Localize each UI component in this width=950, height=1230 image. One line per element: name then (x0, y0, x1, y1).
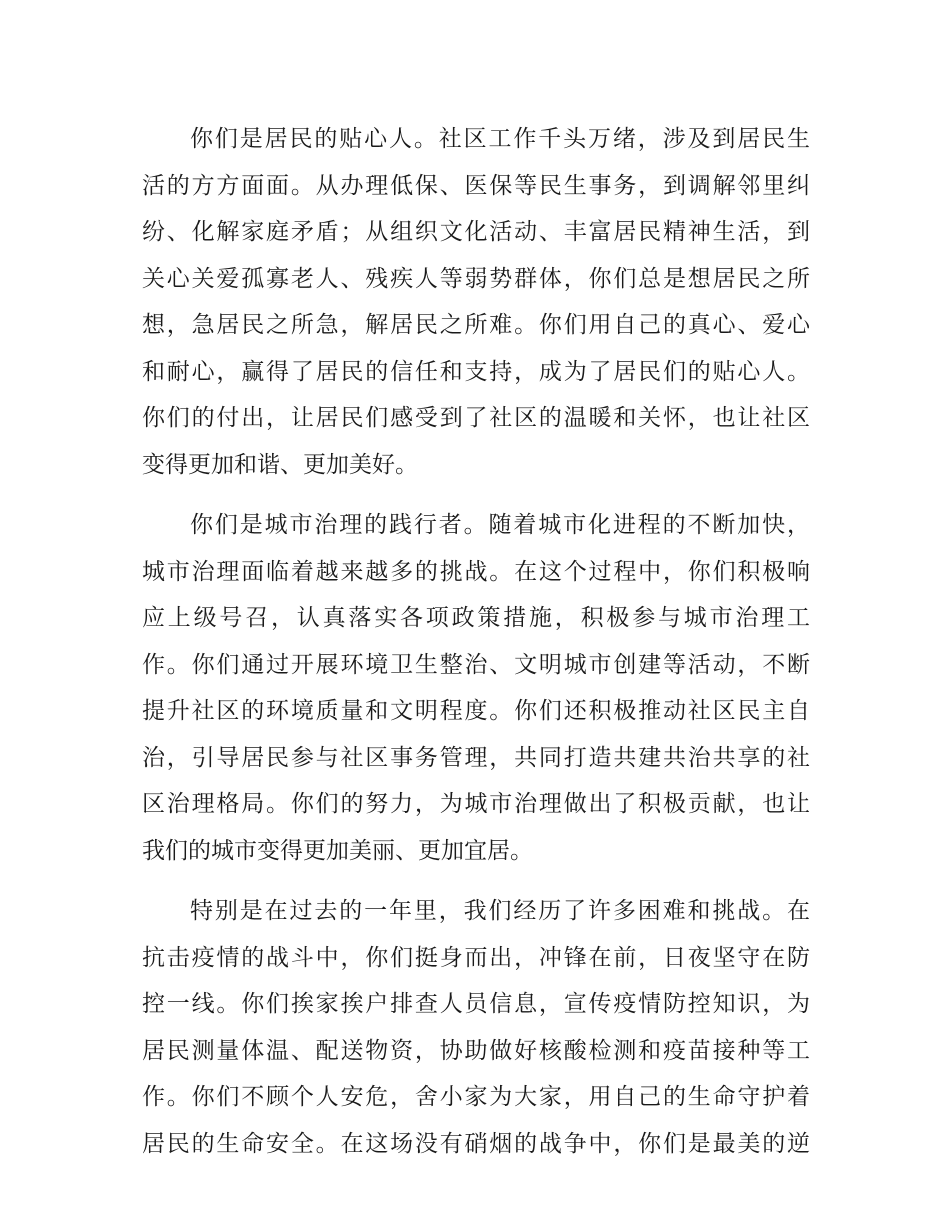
text-line: 控一线。你们挨家挨户排查人员信息，宣传疫情防控知识，为 (142, 991, 810, 1017)
text-line: 居民测量体温、配送物资，协助做好核酸检测和疫苗接种等工 (142, 1037, 810, 1064)
text-line: 你们是城市治理的践行者。随着城市化进程的不断加快， (190, 512, 810, 538)
paragraph-pandemic-fight (142, 888, 810, 1167)
document-body (142, 116, 810, 1181)
text-line: 治，引导居民参与社区事务管理，共同打造共建共治共享的社 (142, 744, 810, 771)
text-line: 和耐心，赢得了居民的信任和支持，成为了居民们的贴心人。 (142, 358, 810, 385)
text-line: 作。你们通过开展环境卫生整治、文明城市创建等活动，不断 (142, 651, 810, 678)
text-line: 你们是居民的贴心人。社区工作千头万绪，涉及到居民生 (190, 126, 810, 152)
text-line: 区治理格局。你们的努力，为城市治理做出了积极贡献，也让 (142, 791, 810, 817)
text-line: 抗击疫情的战斗中，你们挺身而出，冲锋在前，日夜坚守在防 (142, 944, 810, 971)
text-line: 城市治理面临着越来越多的挑战。在这个过程中，你们积极响 (142, 558, 810, 585)
text-line: 想，急居民之所急，解居民之所难。你们用自己的真心、爱心 (142, 312, 810, 338)
text-line: 特别是在过去的一年里，我们经历了许多困难和挑战。在 (190, 898, 810, 924)
text-line: 提升社区的环境质量和文明程度。你们还积极推动社区民主自 (142, 698, 810, 724)
text-line: 活的方方面面。从办理低保、医保等民生事务，到调解邻里纠 (142, 172, 810, 199)
paragraph-residents-caretakers (142, 116, 810, 488)
text-line: 纷、化解家庭矛盾；从组织文化活动、丰富居民精神生活，到 (142, 219, 810, 245)
paragraph-city-governance (142, 502, 810, 874)
text-line: 关心关爱孤寡老人、残疾人等弱势群体，你们总是想居民之所 (142, 265, 810, 292)
text-line: 居民的生命安全。在这场没有硝烟的战争中，你们是最美的逆 (142, 1130, 810, 1157)
text-line: 作。你们不顾个人安危，舍小家为大家，用自己的生命守护着 (142, 1084, 810, 1110)
text-line: 你们的付出，让居民们感受到了社区的温暖和关怀，也让社区 (142, 405, 810, 431)
text-line: 变得更加和谐、更加美好。 (142, 451, 418, 478)
text-line: 我们的城市变得更加美丽、更加宜居。 (142, 837, 533, 864)
text-line: 应上级号召，认真落实各项政策措施，积极参与城市治理工 (142, 605, 810, 631)
